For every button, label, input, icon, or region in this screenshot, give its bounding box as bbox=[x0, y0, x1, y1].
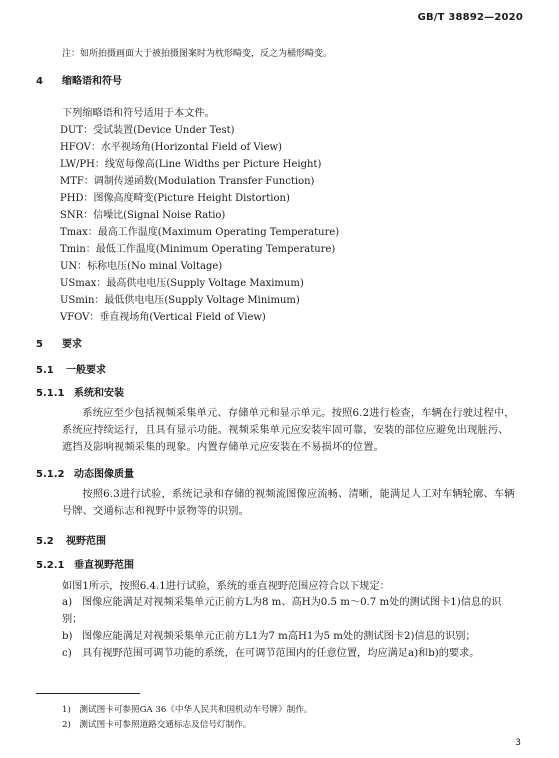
clause-number: 5.1 bbox=[36, 365, 54, 376]
section-5-heading bbox=[36, 335, 82, 350]
list-item bbox=[62, 645, 517, 662]
footnote: 2) 测试图卡可参照道路交通标志及信号灯制作。 bbox=[62, 720, 252, 730]
clause-number: 5.2 bbox=[36, 536, 54, 547]
section-title: 缩略语和符号 bbox=[62, 76, 122, 87]
list-marker: c) bbox=[62, 648, 72, 659]
list-marker: b) bbox=[62, 631, 73, 642]
distortion-note: 注：如所拍摄画面大于被拍摄图案时为枕形畸变，反之为桶形畸变。 bbox=[62, 49, 333, 59]
clause-5-1-heading bbox=[36, 361, 106, 376]
abbreviation-item: SNR：信噪比(Signal Noise Ratio) bbox=[60, 210, 226, 221]
clause-5-1-2-heading bbox=[36, 465, 134, 480]
standard-number: GB/T 38892—2020 bbox=[417, 12, 523, 23]
section-4-heading bbox=[36, 72, 122, 87]
list-text: 图像应能满足对视频采集单元正前方L1为7 m高H1为5 m处的测试图卡2)信息的识别； bbox=[82, 631, 476, 642]
abbreviation-item: MTF：调制传递函数(Modulation Transfer Function) bbox=[60, 176, 315, 187]
clause-5-1-1-text: 系统应至少包括视频采集单元、存储单元和显示单元。按照6.2进行检查，车辆在行驶过程中，系统应持续运行，且具有显示功能。视频采集单元应安装牢固可靠，安装的部位应避免出现脏污、遮挡及影响视频采集的现象。内置存储单元应安装在不易损坏的位置。 bbox=[62, 408, 515, 453]
section-number: 4 bbox=[36, 76, 43, 87]
section-4-intro: 下列缩略语和符号适用于本文件。 bbox=[62, 108, 215, 119]
section-number: 5 bbox=[36, 339, 43, 350]
abbreviation-item: PHD：图像高度畸变(Picture Height Distortion) bbox=[60, 193, 290, 204]
list-item bbox=[62, 628, 517, 645]
list-marker: a) bbox=[62, 597, 73, 608]
list-text: 具有视野范围可调节功能的系统，在可调节范围内的任意位置，均应满足a)和b)的要求。 bbox=[82, 648, 480, 659]
abbreviation-item: DUT：受试装置(Device Under Test) bbox=[60, 125, 235, 136]
footnote: 1) 测试图卡可参照GA 36《中华人民共和国机动车号牌》制作。 bbox=[62, 705, 313, 715]
list-item bbox=[62, 594, 517, 628]
clause-5-1-1-heading bbox=[36, 384, 124, 399]
clause-title: 系统和安装 bbox=[74, 388, 124, 399]
clause-title: 视野范围 bbox=[66, 536, 106, 547]
clause-title: 垂直视野范围 bbox=[74, 560, 134, 571]
clause-title: 一般要求 bbox=[66, 365, 106, 376]
abbreviation-item: Tmin：最低工作温度(Minimum Operating Temperature) bbox=[60, 244, 336, 255]
clause-number: 5.1.2 bbox=[36, 469, 65, 480]
section-title: 要求 bbox=[62, 339, 82, 350]
clause-title: 动态图像质量 bbox=[74, 469, 134, 480]
abbreviation-item: USmin：最低供电电压(Supply Voltage Minimum) bbox=[60, 295, 300, 306]
clause-5-2-1-intro: 如图1所示，按照6.4.1进行试验，系统的垂直视野范围应符合以下规定： bbox=[62, 581, 390, 592]
abbreviation-item: Tmax：最高工作温度(Maximum Operating Temperature) bbox=[60, 227, 340, 238]
abbreviation-item: LW/PH：线宽每像高(Line Widths per Picture Height) bbox=[60, 159, 322, 170]
list-text: 图像应能满足对视频采集单元正前方L为8 m、高H为0.5 m～0.7 m处的测试图卡1)信息的识别； bbox=[62, 597, 502, 625]
abbreviation-item: VFOV：垂直视场角(Vertical Field of View) bbox=[60, 312, 266, 323]
abbreviation-item: HFOV：水平视场角(Horizontal Field of View) bbox=[60, 142, 282, 153]
clause-5-1-2-text: 按照6.3进行试验，系统记录和存储的视频流图像应流畅、清晰，能满足人工对车辆轮廓、车辆号牌、交通标志和视野中景物等的识别。 bbox=[62, 489, 515, 517]
clause-5-2-1-heading bbox=[36, 556, 134, 571]
clause-number: 5.1.1 bbox=[36, 388, 65, 399]
abbreviation-item: UN：标称电压(No minal Voltage) bbox=[60, 261, 223, 272]
page-number: 3 bbox=[515, 738, 521, 748]
clause-5-2-heading bbox=[36, 532, 106, 547]
footnote-separator bbox=[36, 693, 140, 694]
abbreviation-item: USmax：最高供电电压(Supply Voltage Maximum) bbox=[60, 278, 304, 289]
clause-number: 5.2.1 bbox=[36, 560, 65, 571]
